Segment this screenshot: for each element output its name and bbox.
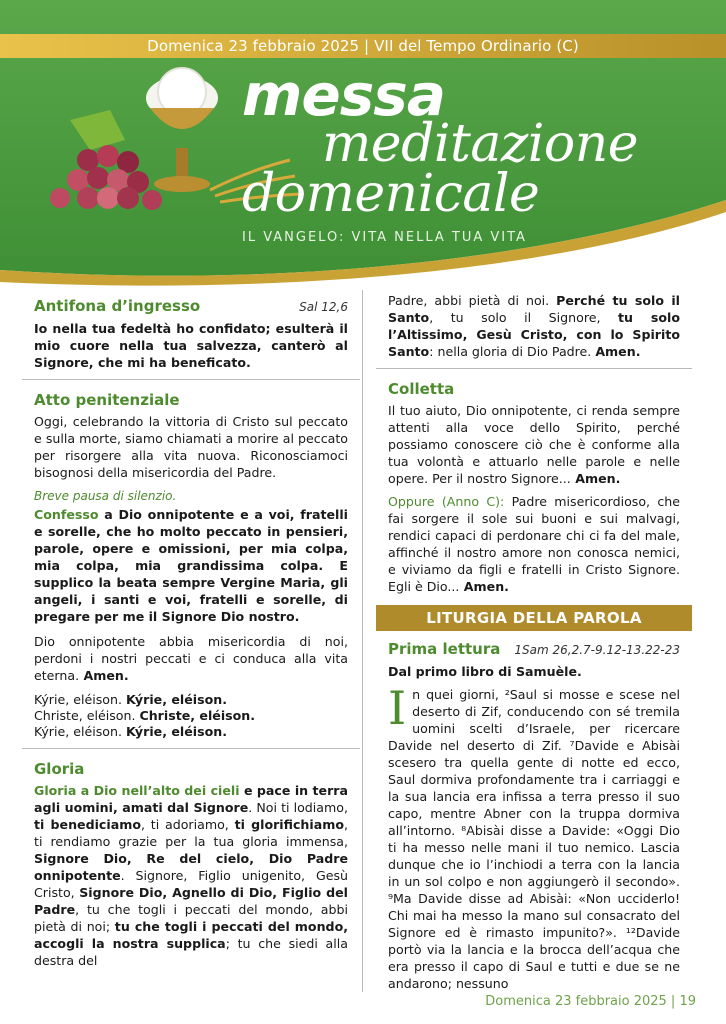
gloria-cont-s5: : nella gloria di Dio Padre. — [429, 344, 596, 359]
kyrie-people: Kýrie, eléison. — [125, 692, 227, 707]
kyrie-line-1 — [34, 692, 348, 708]
gloria-s11: , tu che togli i peccati del mondo, abbi pietà di noi; — [34, 902, 348, 934]
antifona-title: Antifona d’ingresso — [34, 297, 201, 315]
gloria-cont-text — [388, 292, 680, 360]
section-divider — [22, 748, 360, 749]
gloria-s1: Gloria a Dio nell’alto dei cieli — [34, 783, 240, 798]
kyrie-people-2: Kýrie, eléison. — [125, 724, 227, 739]
prima-heading — [388, 639, 680, 660]
subtitle: IL VANGELO: VITA NELLA TUA VITA — [242, 230, 527, 245]
gloria-s4: ti benediciamo — [34, 817, 141, 832]
title-domenicale: domenicale — [242, 164, 540, 224]
prima-body: n quei giorni, ²Saul si mosse e scese nel deserto di Zif, conducendo con sé tremila uomini scelti d’Israele, per ricercare Davide nel deserto di Zif. ⁷Davide e Abisài scesero tra quella gente di notte ed ecco, Saul dormiva profondamente tra i carriaggi e la sua lancia era infissa a terra presso il suo capo, mentre Abner con la truppa dormiva all’intorno. ⁸Abisài disse a Davide: «Oggi Dio ti ha messo nelle mani il tuo nemico. Lascia dunque che io l’inchiodi a terra con la lancia in un sol colpo e non aggiungerò il secondo». ⁹Ma Davide disse ad Abisài: «Non ucciderlo! Chi mai ha messo la mano sul consacrato del Signore ed è rimasto impunito?». ¹²Davide portò via la lancia e la brocca dell’acqua che era presso il capo di Saul e tutti e due se ne andarono; nessuno — [388, 687, 680, 991]
page-footer: Domenica 23 febbraio 2025 | 19 — [485, 994, 696, 1009]
absolution-text — [34, 633, 348, 684]
gloria-s12: tu che togli i peccati del mondo, accogli la nostra supplica — [34, 919, 349, 951]
gloria-text — [34, 782, 348, 969]
kyrie-priest-2: Kýrie, eléison. — [34, 724, 126, 739]
right-column — [376, 290, 692, 992]
gloria-s7: , ti rendiamo grazie per la tua gloria immensa, — [34, 817, 348, 849]
pause-note: Breve pausa di silenzio. — [34, 489, 177, 503]
christe-priest: Christe, eléison. — [34, 708, 140, 723]
oppure-body: Padre misericordioso, che fai sorgere il sole sui buoni e sui malvagi, rendici capaci di perdonare chi ci fa del male, affinché il nostro amore non conosca nemici, e viviamo da figli e fratelli in Cristo Signore. Egli è Dio... — [388, 494, 681, 594]
liturgia-banner: LITURGIA DELLA PAROLA — [376, 605, 692, 631]
header-banner — [0, 0, 726, 290]
atto-heading — [34, 390, 348, 410]
gloria-cont-s3: , tu solo il Signore, — [429, 310, 618, 325]
colletta-amen: Amen. — [570, 471, 621, 486]
left-column — [22, 290, 360, 969]
prima-ref: 1Sam 26,2.7-9.12-13.22-23 — [514, 643, 680, 657]
confesso-text — [34, 506, 348, 625]
kyrie-block — [34, 692, 348, 740]
gloria-title: Gloria — [34, 760, 85, 778]
gloria-s6: ti glorifichiamo — [234, 817, 344, 832]
gloria-s8: Signore Dio, Re del cielo, Dio Padre onnipotente — [34, 851, 348, 883]
title-messa: messa — [242, 61, 445, 129]
gloria-s9: . Signore, Figlio unigenito, Gesù Cristo, — [34, 868, 348, 900]
christe-people: Christe, eléison. — [139, 708, 256, 723]
section-divider — [376, 368, 692, 369]
gloria-heading — [34, 759, 348, 779]
gloria-s3: . Noi ti lodiamo, — [248, 800, 348, 815]
atto-title: Atto penitenziale — [34, 391, 180, 409]
antifona-ref: Sal 12,6 — [299, 300, 348, 314]
antifona-text: Io nella tua fedeltà ho confidato; esulterà il mio cuore nella tua salvezza, canterò al Signore, che mi ha beneficato. — [34, 321, 348, 370]
colletta-title: Colletta — [388, 380, 455, 398]
antifona-section — [22, 290, 360, 371]
gloria-cont-s1: Padre, abbi pietà di noi. — [388, 293, 557, 308]
kyrie-priest: Kýrie, eléison. — [34, 692, 126, 707]
absolution-body: Dio onnipotente abbia misericordia di noi, perdoni i nostri peccati e ci conduca alla vita eterna. — [34, 634, 348, 683]
gloria-continuation — [376, 290, 692, 360]
atto-text: Oggi, celebrando la vittoria di Cristo sul peccato e sulla morte, siamo chiamati a morire al peccato per risorgere alla vita nuova. Riconosciamoci bisognosi della misericordia del Padre. — [34, 414, 348, 480]
gloria-s2: e pace in terra agli uomini, amati dal Signore — [34, 783, 348, 815]
gloria-section — [22, 759, 360, 969]
date-line: Domenica 23 febbraio 2025 | VII del Tempo Ordinario (C) — [147, 37, 579, 55]
gloria-s13: ; tu che siedi alla destra del — [34, 936, 348, 968]
prima-text — [388, 681, 680, 992]
confesso-label: Confesso — [34, 507, 99, 522]
absolution-amen: Amen. — [79, 668, 129, 683]
title-meditazione: meditazione — [322, 114, 638, 174]
gloria-cont-amen: Amen. — [595, 344, 641, 359]
gloria-cont-s2: Perché tu solo il Santo — [388, 293, 680, 325]
antifona-heading — [34, 296, 348, 317]
oppure-amen: Amen. — [459, 579, 509, 594]
section-divider — [22, 379, 360, 380]
prima-lettura-section — [376, 639, 692, 992]
gloria-s10: Signore Dio, Agnello di Dio, Figlio del Padre — [34, 885, 348, 917]
prima-source: Dal primo libro di Samuèle. — [388, 664, 582, 679]
confesso-body: a Dio onnipotente e a voi, fratelli e sorelle, che ho molto peccato in pensieri, parole, opere e omissioni, per mia colpa, mia colpa, mia grandissima colpa. E supplico la beata sempre Vergine Maria, gli angeli, i santi e voi, fratelli e sorelle, di pregare per me il Signore Dio nostro. — [34, 507, 348, 624]
colletta-body: Il tuo aiuto, Dio onnipotente, ci renda sempre attenti alla voce dello Spirito, perché possiamo conoscere ciò che è conforme alla tua volontà e attuarlo nelle parole e nelle opere. Per il nostro Signore... — [388, 403, 680, 486]
dropcap-letter: I — [388, 681, 407, 735]
kyrie-line-2 — [34, 724, 348, 740]
gloria-cont-s4: tu solo l’Altissimo, Gesù Cristo, con lo Spirito Santo — [388, 310, 680, 359]
oppure-label: Oppure (Anno C): — [388, 494, 505, 509]
colletta-heading — [388, 379, 680, 399]
christe-line — [34, 708, 348, 724]
prima-title: Prima lettura — [388, 640, 501, 658]
colletta-section — [376, 379, 692, 595]
colletta-text — [388, 402, 680, 487]
atto-section — [22, 390, 360, 740]
oppure-text — [388, 493, 680, 595]
column-divider — [362, 290, 363, 992]
gloria-s5: , ti adoriamo, — [140, 817, 235, 832]
